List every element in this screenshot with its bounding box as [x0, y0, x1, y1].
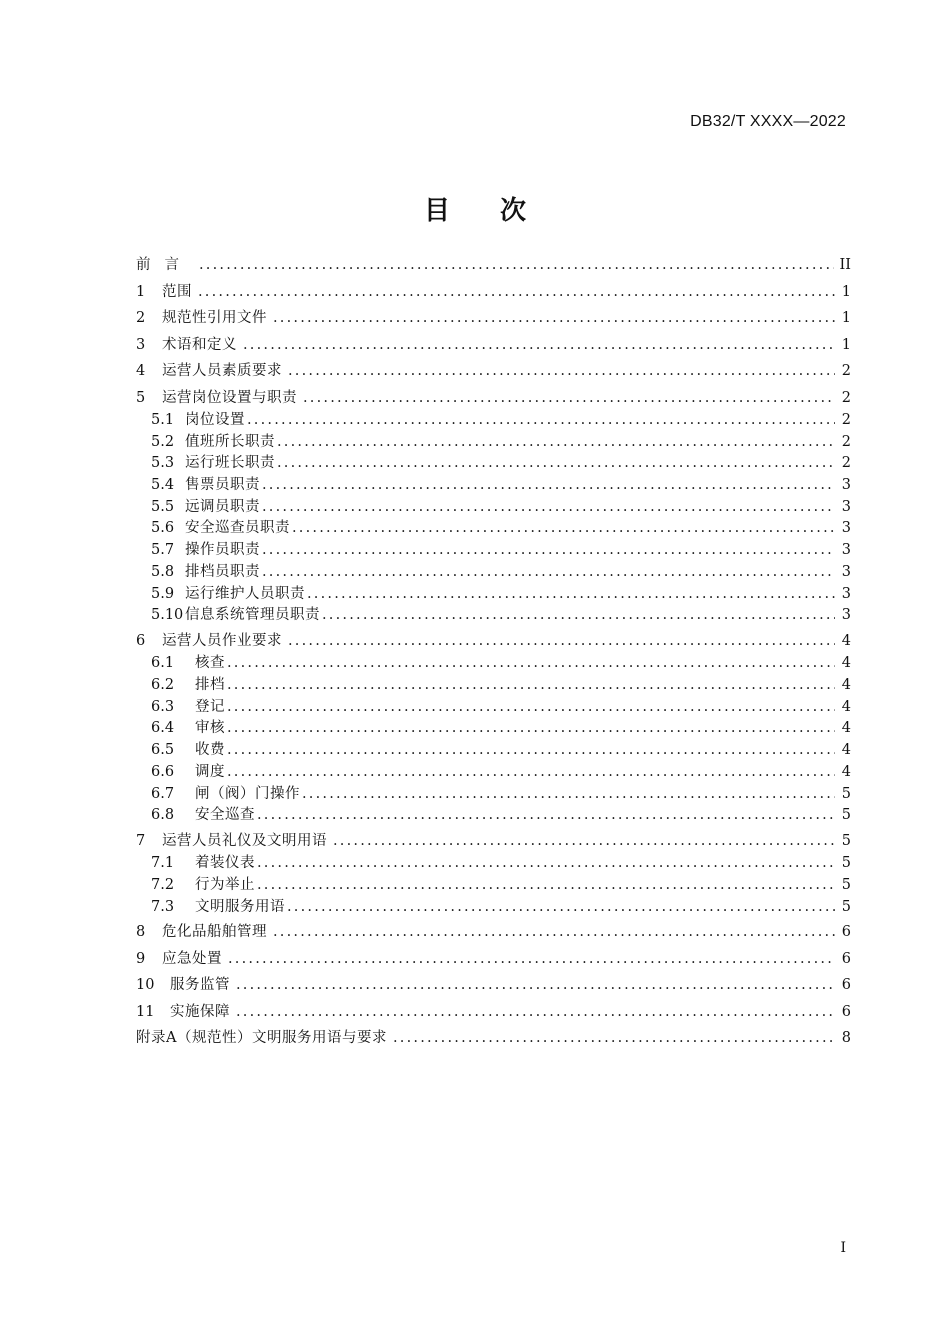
- table-of-contents: [136, 252, 851, 1052]
- toc-entry-page: 3: [841, 542, 851, 559]
- toc-entry-number: 5.8: [151, 563, 175, 580]
- toc-entry-title: 操作员职责: [185, 542, 260, 559]
- toc-entry-title: 排档员职责: [185, 563, 260, 580]
- toc-entry-page: 4: [841, 720, 851, 737]
- toc-entry-page: 4: [841, 742, 851, 759]
- toc-subentry[interactable]: [136, 654, 851, 676]
- toc-entry-number: 6.7: [151, 785, 175, 802]
- toc-entry[interactable]: [136, 828, 851, 855]
- toc-entry-page: 3: [841, 563, 851, 580]
- toc-entry-title: 安全巡查: [195, 807, 255, 824]
- toc-entry[interactable]: [136, 252, 851, 279]
- toc-entry-number: 5.9: [151, 585, 175, 602]
- toc-subentry[interactable]: [136, 854, 851, 876]
- toc-entry-page: 2: [841, 412, 851, 428]
- document-code: DB32/T XXXX—2022: [690, 113, 846, 130]
- dot-leader: [287, 898, 835, 916]
- toc-entry-page: 5: [841, 855, 851, 872]
- dot-leader: [257, 854, 835, 872]
- toc-entry-number: 3: [136, 336, 146, 353]
- toc-entry-title: 运行班长职责: [185, 455, 275, 472]
- toc-entry[interactable]: [136, 358, 851, 385]
- dot-leader: [262, 563, 835, 581]
- toc-subentry[interactable]: [136, 585, 851, 607]
- toc-entry-page: 4: [841, 763, 851, 780]
- toc-subentry[interactable]: [136, 433, 851, 455]
- toc-entry-page: 5: [841, 898, 851, 915]
- toc-entry[interactable]: [136, 332, 851, 359]
- toc-entry-number: 6: [136, 632, 146, 649]
- toc-entry-title: 信息系统管理员职责: [185, 607, 320, 624]
- toc-entry-number: 7.3: [151, 898, 175, 915]
- dot-leader: [243, 336, 835, 354]
- toc-entry-title: 着装仪表: [195, 855, 255, 872]
- page-number: I: [840, 1240, 846, 1256]
- toc-entry[interactable]: [136, 999, 851, 1026]
- dot-leader: [307, 585, 835, 603]
- toc-entry-number: 7.2: [151, 877, 175, 894]
- toc-entry[interactable]: [136, 972, 851, 999]
- toc-subentry[interactable]: [136, 454, 851, 476]
- toc-entry-number: 8: [136, 924, 146, 941]
- toc-entry[interactable]: [136, 919, 851, 946]
- toc-entry-page: 4: [841, 677, 851, 694]
- dot-leader: [273, 309, 835, 327]
- toc-subentry[interactable]: [136, 411, 851, 433]
- toc-entry-number: 5.4: [151, 477, 175, 494]
- toc-subentry[interactable]: [136, 541, 851, 563]
- toc-entry[interactable]: [136, 385, 851, 412]
- toc-entry-page: 4: [841, 655, 851, 672]
- toc-entry-page: 5: [841, 807, 851, 824]
- toc-entry-number: 6.3: [151, 698, 175, 715]
- dot-leader: [302, 785, 835, 803]
- dot-leader: [393, 1029, 835, 1047]
- dot-leader: [227, 676, 835, 694]
- dot-leader: [322, 606, 835, 624]
- toc-entry-title: 运营人员作业要求: [162, 632, 282, 649]
- dot-leader: [227, 719, 835, 737]
- toc-entry-number: 5: [136, 389, 146, 406]
- toc-entry-title: 排档: [195, 677, 225, 694]
- toc-entry[interactable]: [136, 305, 851, 332]
- toc-entry-title: 范围: [162, 283, 192, 300]
- toc-entry-page: 1: [841, 310, 851, 326]
- toc-entry-number: 6.4: [151, 720, 175, 737]
- toc-entry-title: 规范性引用文件: [162, 310, 267, 326]
- dot-leader: [277, 433, 835, 451]
- toc-entry[interactable]: [136, 1025, 851, 1052]
- toc-entry-title: 运营岗位设置与职责: [162, 389, 297, 406]
- dot-leader: [288, 632, 835, 650]
- toc-entry-page: 1: [841, 283, 851, 300]
- toc-entry-title: 危化品船舶管理: [162, 924, 267, 941]
- toc-entry-number: 5.10: [151, 607, 184, 624]
- dot-leader: [262, 476, 835, 494]
- toc-entry-page: 6: [841, 1003, 851, 1020]
- toc-entry-title: 调度: [195, 763, 225, 780]
- toc-entry-title: 审核: [195, 720, 225, 737]
- toc-subentry[interactable]: [136, 785, 851, 807]
- toc-subentry[interactable]: [136, 719, 851, 741]
- toc-entry-title: 闸（阀）门操作: [195, 785, 300, 802]
- toc-subentry[interactable]: [136, 763, 851, 785]
- toc-entry-title: 实施保障: [170, 1003, 230, 1020]
- toc-entry-number: 5.7: [151, 542, 175, 559]
- toc-subentry[interactable]: [136, 498, 851, 520]
- toc-entry-title: 远调员职责: [185, 498, 260, 515]
- toc-entry-page: 2: [841, 363, 851, 379]
- toc-entry-title: 核查: [195, 655, 225, 672]
- toc-entry-number: 6.8: [151, 807, 175, 824]
- toc-entry-page: 6: [841, 950, 851, 967]
- toc-entry-number: 5.2: [151, 433, 175, 450]
- toc-subentry[interactable]: [136, 519, 851, 541]
- toc-entry-page: 2: [841, 389, 851, 406]
- toc-subentry[interactable]: [136, 876, 851, 898]
- dot-leader: [227, 741, 835, 759]
- toc-entry-page: 1: [841, 336, 851, 353]
- dot-leader: [303, 389, 835, 407]
- toc-entry-page: 5: [841, 832, 851, 849]
- dot-leader: [292, 519, 835, 537]
- toc-subentry[interactable]: [136, 741, 851, 763]
- toc-entry-title: 运营人员礼仪及文明用语: [162, 832, 327, 849]
- toc-entry-title: 附录A（规范性）文明服务用语与要求: [136, 1030, 387, 1047]
- toc-entry-page: 4: [841, 632, 851, 649]
- toc-entry-page: 2: [841, 455, 851, 472]
- toc-entry-title: 术语和定义: [162, 336, 237, 353]
- toc-entry-title: 安全巡查员职责: [185, 520, 290, 537]
- toc-entry-number: 5.5: [151, 498, 175, 515]
- dot-leader: [333, 832, 835, 850]
- toc-entry-title: 售票员职责: [185, 477, 260, 494]
- toc-subentry[interactable]: [136, 806, 851, 828]
- toc-subentry[interactable]: [136, 606, 851, 628]
- dot-leader: [199, 256, 834, 274]
- toc-entry-page: 8: [841, 1030, 851, 1047]
- dot-leader: [273, 923, 835, 941]
- toc-entry-number: 5.3: [151, 455, 175, 472]
- toc-entry-title: 行为举止: [195, 877, 255, 894]
- toc-entry-number: 5.1: [151, 412, 175, 428]
- toc-entry-title: 运营人员素质要求: [162, 363, 282, 379]
- toc-entry-number: 11: [136, 1003, 155, 1020]
- dot-leader: [288, 362, 835, 380]
- dot-leader: [198, 283, 835, 301]
- toc-entry-page: 3: [841, 607, 851, 624]
- dot-leader: [236, 1003, 835, 1021]
- toc-entry-title: 值班所长职责: [185, 433, 275, 450]
- toc-entry-number: 7.1: [151, 855, 175, 872]
- toc-entry[interactable]: [136, 628, 851, 655]
- toc-entry-title: 岗位设置: [185, 412, 245, 428]
- toc-entry[interactable]: [136, 946, 851, 973]
- dot-leader: [228, 950, 835, 968]
- toc-entry-number: 6.6: [151, 763, 175, 780]
- toc-entry-number: 9: [136, 950, 146, 967]
- toc-entry-title: 服务监管: [170, 977, 230, 994]
- dot-leader: [277, 454, 835, 472]
- dot-leader: [227, 698, 835, 716]
- toc-entry-page: II: [839, 257, 851, 273]
- toc-entry[interactable]: [136, 279, 851, 306]
- toc-entry-title: 前言: [136, 257, 193, 273]
- toc-entry-number: 6.1: [151, 655, 175, 672]
- dot-leader: [257, 806, 835, 824]
- toc-entry-page: 5: [841, 785, 851, 802]
- dot-leader: [227, 654, 835, 672]
- dot-leader: [257, 876, 835, 894]
- toc-entry-title: 运行维护人员职责: [185, 585, 305, 602]
- toc-entry-title: 应急处置: [162, 950, 222, 967]
- toc-entry-page: 6: [841, 977, 851, 994]
- toc-entry-page: 6: [841, 924, 851, 941]
- toc-entry-title: 文明服务用语: [195, 898, 285, 915]
- page-title: 目次: [423, 196, 576, 226]
- toc-entry-page: 3: [841, 520, 851, 537]
- toc-entry-page: 2: [841, 433, 851, 450]
- toc-entry-number: 4: [136, 363, 146, 379]
- toc-entry-number: 2: [136, 310, 146, 326]
- toc-subentry[interactable]: [136, 698, 851, 720]
- toc-subentry[interactable]: [136, 476, 851, 498]
- toc-entry-page: 5: [841, 877, 851, 894]
- toc-entry-page: 4: [841, 698, 851, 715]
- toc-subentry[interactable]: [136, 676, 851, 698]
- toc-entry-number: 6.5: [151, 742, 175, 759]
- dot-leader: [262, 498, 835, 516]
- toc-entry-title: 收费: [195, 742, 225, 759]
- toc-entry-number: 10: [136, 977, 155, 994]
- toc-entry-number: 7: [136, 832, 146, 849]
- dot-leader: [262, 541, 835, 559]
- toc-entry-page: 3: [841, 585, 851, 602]
- dot-leader: [247, 411, 835, 429]
- toc-subentry[interactable]: [136, 898, 851, 920]
- dot-leader: [236, 976, 835, 994]
- toc-entry-number: 5.6: [151, 520, 175, 537]
- toc-entry-page: 3: [841, 477, 851, 494]
- dot-leader: [227, 763, 835, 781]
- toc-subentry[interactable]: [136, 563, 851, 585]
- toc-entry-number: 1: [136, 283, 146, 300]
- toc-entry-number: 6.2: [151, 677, 175, 694]
- toc-entry-title: 登记: [195, 698, 225, 715]
- toc-entry-page: 3: [841, 498, 851, 515]
